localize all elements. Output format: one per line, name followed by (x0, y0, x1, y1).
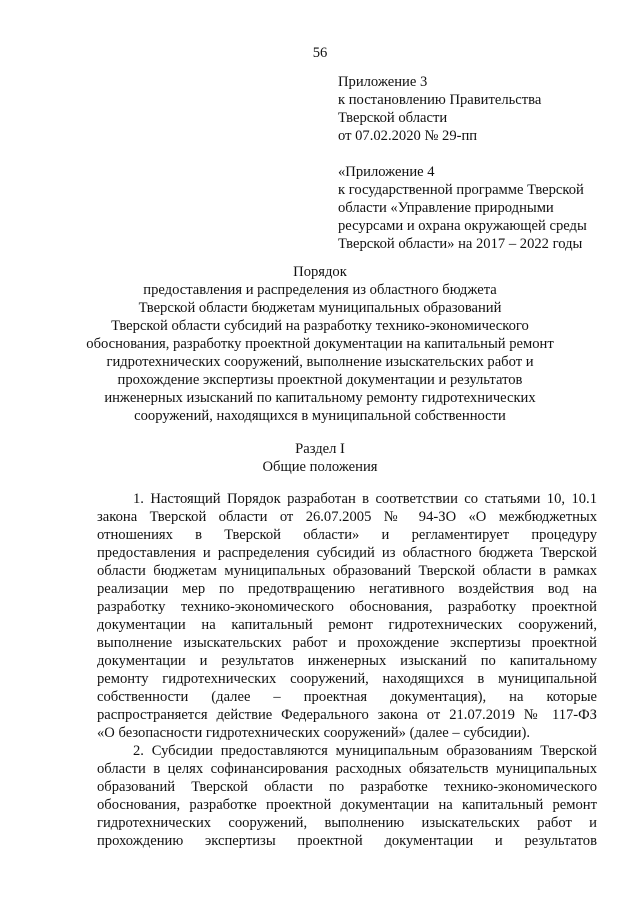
title-line: Тверской области бюджетам муниципальных образований (138, 300, 502, 316)
text-line: документации на капитальный ремонт гидротехнических сооружений, (97, 617, 597, 633)
section-title: Общие положения (262, 459, 378, 475)
appendix-4-line: ресурсами и охрана окружающей среды (338, 218, 587, 234)
text-line: образований Тверской области по разработке технико-экономического (97, 779, 597, 795)
section-number: Раздел I (295, 441, 345, 457)
appendix-4-line: «Приложение 4 (338, 164, 435, 180)
title-line: предоставления и распределения из областного бюджета (143, 282, 497, 298)
text-line: предоставления и распределения субсидий из областного бюджета Тверской (97, 545, 597, 561)
text-line: гидротехнических сооружений, выполнению изыскательских работ и (97, 815, 597, 831)
appendix-4-line: к государственной программе Тверской (338, 182, 584, 198)
title-line: обоснования, разработку проектной документации на капитальный ремонт (86, 336, 554, 352)
page-number: 56 (312, 45, 328, 61)
text-line: обоснования, разработке проектной документации на капитальный ремонт (97, 797, 597, 813)
appendix-3-header (338, 73, 618, 145)
section-heading (0, 440, 640, 476)
title-line: Порядок (293, 264, 347, 280)
appendix-4-line: области «Управление природными (338, 200, 554, 216)
paragraph-1 (97, 490, 597, 742)
title-line: сооружений, находящихся в муниципальной собственности (134, 408, 506, 424)
text-line: реализации мер по предотвращению негативного воздействия вод на (97, 581, 597, 597)
title-line: гидротехнических сооружений, выполнение изыскательских работ и (106, 354, 534, 370)
text-line: документации и результатов инженерных изысканий по капитальному (97, 653, 597, 669)
appendix-4-header (338, 163, 618, 253)
appendix-3-line: Тверской области (338, 110, 448, 126)
document-title (0, 263, 640, 425)
appendix-3-line: Приложение 3 (338, 74, 428, 90)
text-line: собственности (далее – проектная документация), на которые (97, 689, 597, 705)
text-line: прохождению экспертизы проектной документации и результатов (97, 833, 597, 849)
text-line: «О безопасности гидротехнических сооружений» (далее – субсидии). (97, 725, 531, 741)
body-text (97, 490, 597, 850)
text-line: закона Тверской области от 26.07.2005 № 94-ЗО «О межбюджетных (97, 509, 597, 525)
text-line: распространяется действие Федерального закона от 21.07.2019 № 117-ФЗ (97, 707, 597, 723)
text-line: отношениях в Тверской области» и регламентирует процедуру (97, 527, 597, 543)
title-line: Тверской области субсидий на разработку технико-экономического (111, 318, 529, 334)
text-line: области бюджетам муниципальных образований Тверской области в рамках (97, 563, 597, 579)
text-line: разработку технико-экономического обоснования, разработку проектной (97, 599, 597, 615)
text-line: 2. Субсидии предоставляются муниципальным образованиям Тверской (133, 743, 597, 759)
paragraph-2 (97, 742, 597, 850)
appendix-3-line: к постановлению Правительства (338, 92, 542, 108)
title-line: инженерных изысканий по капитальному ремонту гидротехнических (104, 390, 536, 406)
title-line: прохождение экспертизы проектной документации и результатов (117, 372, 523, 388)
appendix-4-line: Тверской области» на 2017 – 2022 годы (338, 236, 583, 252)
appendix-3-line: от 07.02.2020 № 29-пп (338, 128, 478, 144)
text-line: выполнение изыскательских работ и прохождение экспертизы проектной (97, 635, 597, 651)
text-line: 1. Настоящий Порядок разработан в соответствии со статьями 10, 10.1 (133, 491, 597, 507)
text-line: области в целях софинансирования расходных обязательств муниципальных (97, 761, 597, 777)
text-line: ремонту гидротехнических сооружений, находящихся в муниципальной (97, 671, 597, 687)
